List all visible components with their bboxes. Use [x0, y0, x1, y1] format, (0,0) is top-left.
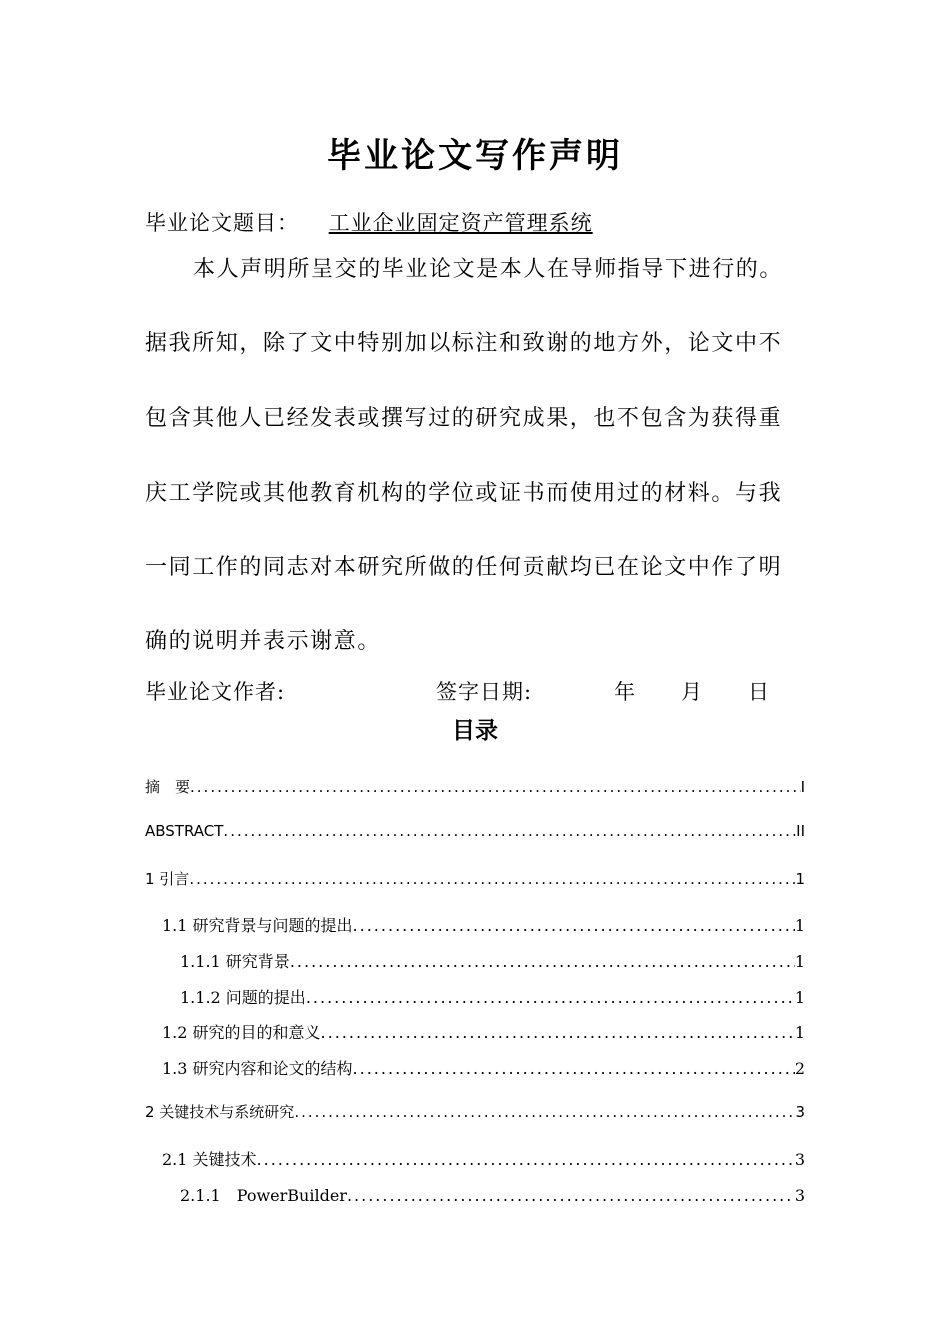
declaration-body-line: 一同工作的同志对本研究所做的任何贡献均已在论文中作了明: [145, 555, 783, 580]
toc-entry[interactable]: [162, 1147, 805, 1170]
toc-entry-label: 1.1 研究背景与问题的提出: [162, 916, 353, 935]
toc-entry-label: 2 关键技术与系统研究: [145, 1103, 295, 1121]
toc-entry-label: 摘 要: [145, 778, 191, 796]
declaration-title: 毕业论文写作声明: [327, 136, 623, 176]
toc-leader-dots: [353, 916, 795, 935]
toc-entry-label: ABSTRACT: [145, 822, 224, 840]
toc-entry-page: 3: [794, 1186, 805, 1205]
signature-date-label: 签字日期:: [436, 680, 533, 704]
toc-entry-page: II: [796, 822, 805, 840]
toc-entry[interactable]: [145, 868, 805, 889]
declaration-body-line: 庆工学院或其他教育机构的学位或证书而使用过的材料。与我: [145, 481, 783, 506]
toc-entry-label: 1.3 研究内容和论文的结构: [162, 1059, 353, 1078]
toc-leader-dots: [257, 1150, 795, 1169]
toc-entry[interactable]: [145, 822, 805, 840]
toc-entry-label: 1.2 研究的目的和意义: [162, 1023, 321, 1042]
toc-entry-page: I: [800, 778, 805, 796]
toc-entry-label: 2.1 关键技术: [162, 1150, 257, 1169]
toc-entry-label: 2.1.1 PowerBuilder: [180, 1186, 347, 1205]
toc-entry[interactable]: [145, 1101, 805, 1122]
toc-entry-page: 3: [794, 1150, 805, 1169]
toc-entry[interactable]: [145, 776, 805, 797]
toc-entry-page: 1: [794, 952, 805, 971]
thesis-title-row: [145, 207, 593, 237]
toc-entry-label: 1 引言: [145, 870, 190, 888]
year-label: 年: [614, 680, 636, 704]
toc-leader-dots: [290, 952, 795, 971]
toc-leader-dots: [347, 1186, 795, 1205]
toc-entry-label: 1.1.1 研究背景: [180, 952, 290, 971]
thesis-title-label: 毕业论文题目：: [145, 211, 299, 235]
day-label: 日: [748, 680, 770, 704]
toc-entry-page: 1: [794, 916, 805, 935]
toc-entry[interactable]: [180, 1183, 805, 1206]
toc-entry[interactable]: [180, 985, 805, 1008]
toc-leader-dots: [306, 988, 795, 1007]
toc-entry[interactable]: [162, 1020, 805, 1043]
toc-leader-dots: [190, 778, 801, 796]
author-signature-label: 毕业论文作者:: [145, 680, 286, 704]
declaration-body-line: 据我所知，除了文中特别加以标注和致谢的地方外，论文中不: [145, 331, 783, 356]
toc-entry-page: 1: [795, 870, 805, 888]
toc-entry-page: 2: [794, 1059, 805, 1078]
toc-entry[interactable]: [162, 913, 805, 936]
toc-entry-page: 1: [794, 988, 805, 1007]
toc-entry[interactable]: [162, 1056, 805, 1079]
toc-leader-dots: [353, 1059, 795, 1078]
declaration-body-line: 本人声明所呈交的毕业论文是本人在导师指导下进行的。: [193, 257, 784, 282]
toc-leader-dots: [189, 870, 795, 888]
thesis-title-value: 工业企业固定资产管理系统: [328, 211, 593, 235]
toc-leader-dots: [223, 822, 796, 840]
toc-leader-dots: [321, 1023, 795, 1042]
toc-title: 目录: [452, 718, 498, 744]
toc-entry-page: 1: [794, 1023, 805, 1042]
toc-leader-dots: [294, 1103, 795, 1121]
declaration-body-line: 确的说明并表示谢意。: [145, 629, 382, 654]
toc-entry-page: 3: [795, 1103, 805, 1121]
toc-entry[interactable]: [180, 949, 805, 972]
declaration-body-line: 包含其他人已经发表或撰写过的研究成果，也不包含为获得重: [145, 406, 783, 431]
month-label: 月: [681, 680, 703, 704]
toc-entry-label: 1.1.2 问题的提出: [180, 988, 306, 1007]
